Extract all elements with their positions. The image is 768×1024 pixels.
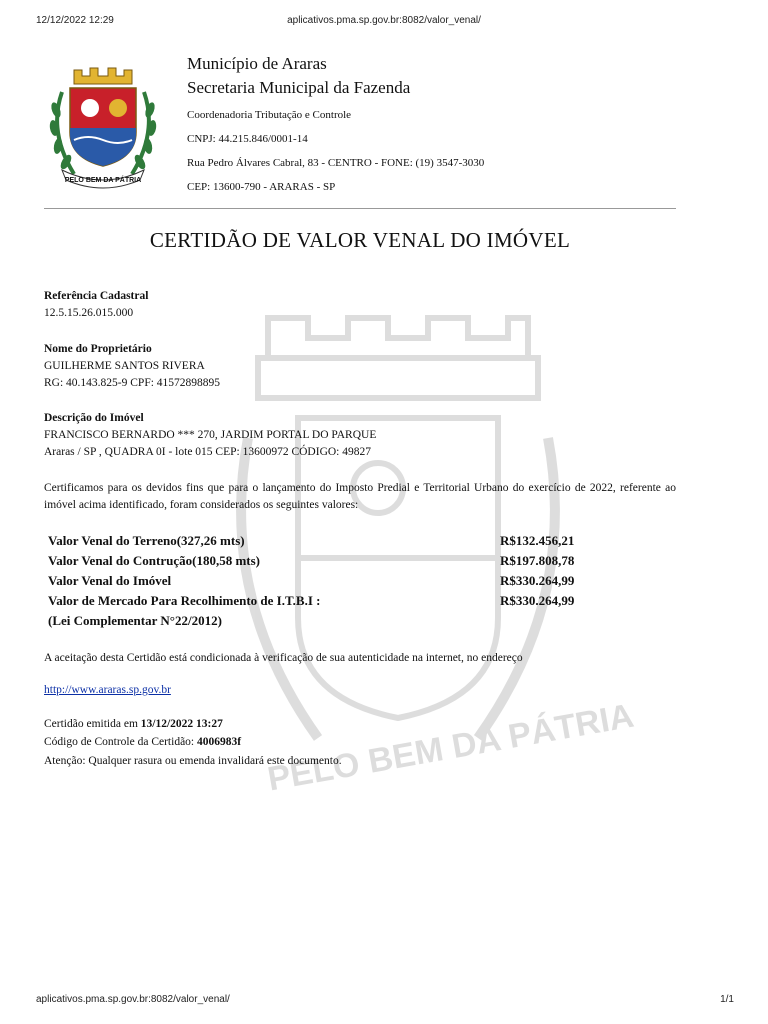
value-row: [46, 611, 646, 631]
value-row: [46, 591, 646, 611]
value-label: (Lei Complementar N°22/2012): [48, 613, 222, 628]
value-amount: R$330.264,99: [500, 573, 575, 588]
cep-text: CEP: 13600-790 - ARARAS - SP: [187, 181, 336, 193]
issued-line: [44, 716, 676, 733]
browser-print-header: [0, 15, 768, 29]
control-prefix: Código de Controle da Certidão:: [44, 736, 197, 748]
svg-text:PELO BEM DA PÁTRIA: PELO BEM DA PÁTRIA: [264, 696, 637, 799]
coat-of-arms-icon: [44, 62, 162, 190]
footer-url: aplicativos.pma.sp.gov.br:8082/valor_venal/: [36, 994, 230, 1005]
letterhead-text: [187, 52, 667, 194]
owner-section: [44, 341, 684, 392]
value-label: Valor Venal do Imóvel: [48, 573, 172, 588]
verification-link[interactable]: http://www.araras.sp.gov.br: [44, 684, 171, 696]
division-name: Coordenadoria Tributação e Controle: [187, 109, 352, 121]
control-code: 4006983f: [197, 736, 242, 748]
department-name: Secretaria Municipal da Fazenda: [187, 78, 411, 97]
value-amount: R$132.456,21: [500, 533, 575, 548]
property-address: FRANCISCO BERNARDO *** 270, JARDIM PORTAL DO PARQUE: [44, 429, 377, 441]
reference-section: [44, 288, 684, 322]
print-datetime: 12/12/2022 12:29: [36, 15, 114, 26]
owner-name: GUILHERME SANTOS RIVERA: [44, 360, 205, 372]
address-text: Rua Pedro Álvares Cabral, 83 - CENTRO - FONE: (19) 3547-3030: [187, 157, 485, 169]
warning-text: Atenção: Qualquer rasura ou emenda invalidará este documento.: [44, 755, 342, 767]
owner-documents: RG: 40.143.825-9 CPF: 41572898895: [44, 377, 221, 389]
crest-motto: PELO BEM DA PÁTRIA: [64, 177, 142, 184]
property-label: Descrição do Imóvel: [44, 412, 144, 424]
property-section: [44, 410, 684, 461]
letterhead: [44, 52, 676, 202]
value-amount: R$330.264,99: [500, 593, 575, 608]
page-count: 1/1: [720, 994, 734, 1005]
value-row: [46, 531, 646, 551]
certify-paragraph: Certificamos para os devidos fins que para o lançamento do Imposto Predial e Territorial Urbano do exercício de 2022, referente ao imóvel acima identificado, foram considerados os seguintes valores:: [44, 482, 676, 511]
value-label: Valor Venal do Terreno(327,26 mts): [48, 533, 245, 548]
reference-value: 12.5.15.26.015.000: [44, 307, 134, 319]
control-line: [44, 734, 676, 751]
owner-label: Nome do Proprietário: [44, 343, 152, 355]
acceptance-paragraph: A aceitação desta Certidão está condicionada à verificação de sua autenticidade na internet, no endereço: [44, 652, 523, 664]
values-table: [46, 531, 646, 631]
link-line: [44, 682, 676, 699]
municipality-name: Município de Araras: [187, 54, 327, 73]
value-label: Valor de Mercado Para Recolhimento de I.T.B.I :: [48, 593, 321, 608]
header-divider: [44, 208, 676, 209]
cnpj-text: CNPJ: 44.215.846/0001-14: [187, 133, 308, 145]
browser-print-footer: [0, 994, 768, 1008]
issued-prefix: Certidão emitida em: [44, 718, 141, 730]
value-row: [46, 571, 646, 591]
value-label: Valor Venal do Contrução(180,58 mts): [48, 553, 260, 568]
reference-label: Referência Cadastral: [44, 290, 149, 302]
value-row: [46, 551, 646, 571]
document-title: CERTIDÃO DE VALOR VENAL DO IMÓVEL: [149, 228, 571, 252]
issued-datetime: 13/12/2022 13:27: [140, 718, 223, 730]
value-amount: R$197.808,78: [500, 553, 575, 568]
print-page-url: aplicativos.pma.sp.gov.br:8082/valor_venal/: [287, 15, 481, 26]
property-details: Araras / SP , QUADRA 0I - lote 015 CEP: 13600972 CÓDIGO: 49827: [44, 446, 371, 458]
